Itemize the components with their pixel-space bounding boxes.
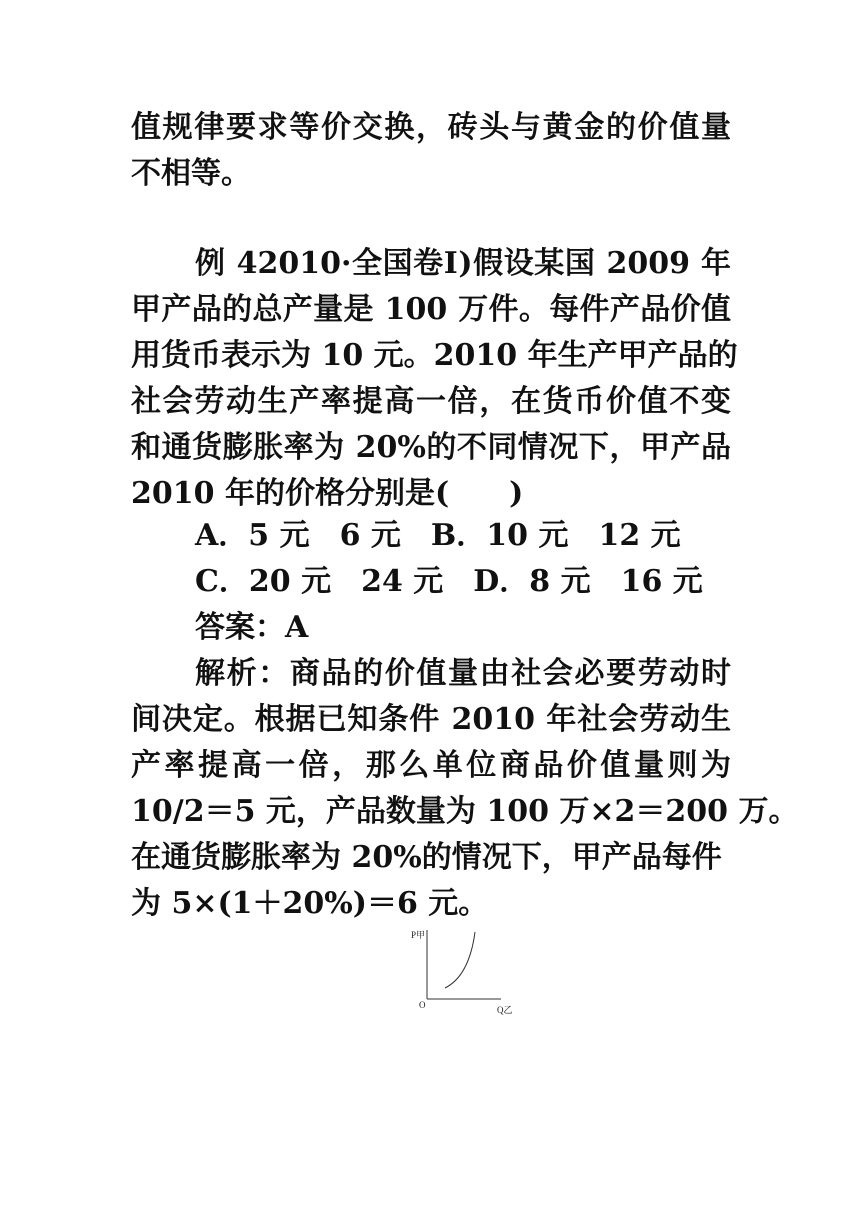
analysis-line-6: 为 5×(1＋20%)＝6 元。: [131, 886, 489, 921]
option-line-cd: C．20 元 24 元 D．8 元 16 元: [195, 564, 703, 599]
example-line-5: 和通货膨胀率为 20%的不同情况下，甲产品: [131, 430, 731, 465]
example-line-3: 用货币表示为 10 元。2010 年生产甲产品的: [131, 338, 738, 373]
example-line-1: 例 42010·全国卷Ⅰ)假设某国 2009 年: [195, 246, 731, 281]
analysis-line-2: 间决定。根据已知条件 2010 年社会劳动生: [131, 702, 731, 737]
paragraph-line-2: 不相等。: [131, 156, 251, 191]
paragraph-line-1: 值规律要求等价交换，砖头与黄金的价值量: [131, 110, 731, 145]
analysis-line-4: 10/2＝5 元，产品数量为 100 万×2＝200 万。: [131, 794, 799, 829]
example-line-4: 社会劳动生产率提高一倍，在货币价值不变: [131, 384, 731, 419]
analysis-line-1: 解析：商品的价值量由社会必要劳动时: [195, 656, 731, 691]
x-axis-label: Q乙: [497, 1005, 513, 1015]
option-line-ab: A．5 元 6 元 B．10 元 12 元: [195, 518, 681, 553]
answer-line: 答案：A: [195, 610, 309, 645]
analysis-line-5: 在通货膨胀率为 20%的情况下，甲产品每件: [131, 840, 722, 875]
origin-label: O: [419, 1000, 426, 1010]
y-axis-label: P甲: [411, 930, 426, 940]
analysis-line-3: 产率提高一倍，那么单位商品价值量则为: [131, 748, 731, 783]
supply-curve-figure: [405, 924, 525, 1020]
example-line-6: 2010 年的价格分别是( ): [131, 476, 524, 511]
curve: [445, 932, 475, 988]
example-line-2: 甲产品的总产量是 100 万件。每件产品价值: [131, 292, 731, 327]
